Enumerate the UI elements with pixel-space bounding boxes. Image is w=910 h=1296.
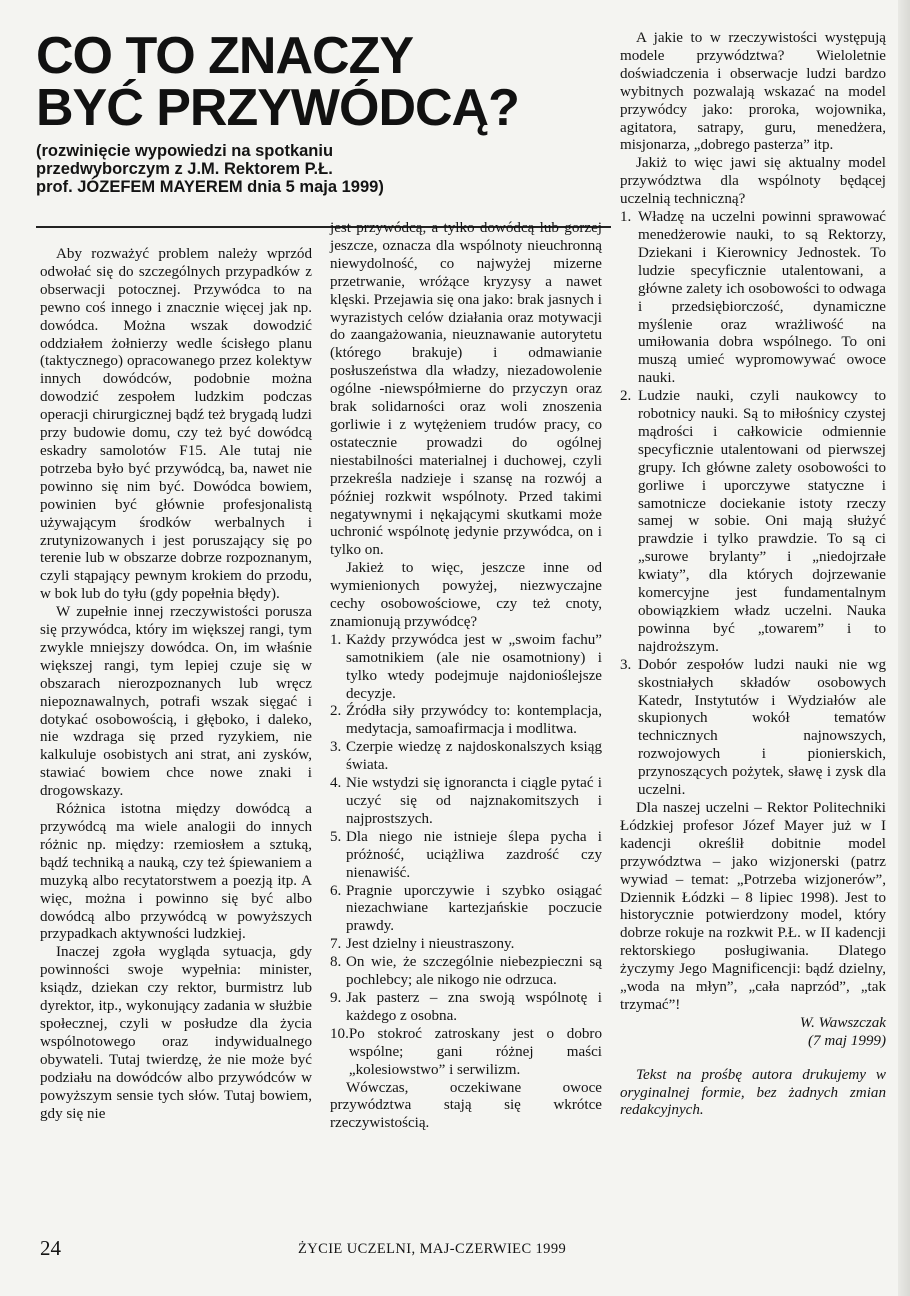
list-number: 9. [330, 989, 342, 1006]
list-text: Nie wstydzi się ignorancta i ciągle pytać i uczyć się od najznakomitszych i najprostszych. [346, 775, 602, 827]
list-number: 5. [330, 828, 342, 845]
list-text: Pragnie uporczywie i szybko osiągać niezachwiane kartezjańskie poczucie prawdy. [346, 882, 602, 935]
editor-note: Tekst na prośbę autora drukujemy w oryginalnej formie, bez żadnych zmian redakcyjnych. [620, 1066, 886, 1119]
subtitle-line-2: przedwyborczym z J.M. Rektorem P.Ł. [36, 160, 333, 178]
list-item [330, 775, 602, 829]
list-text: On wie, że szczególnie niebezpieczni są pochlebcy; ale nikogo nie odrzuca. [346, 954, 602, 989]
list-text: Źródła siły przywódcy to: kontemplacja, medytacja, samoafirmacja i modlitwa. [346, 703, 602, 738]
paragraph-question: Jakiż to więc jawi się aktualny model przywództwa dla wspólnoty będącej uczelnią techniczną? [620, 155, 886, 208]
list-item [330, 954, 602, 990]
list-item [620, 209, 886, 388]
author-signature: W. Wawszczak [799, 1014, 886, 1031]
list-number: 4. [330, 775, 342, 792]
list-number: 8. [330, 954, 342, 971]
list-number: 6. [330, 882, 342, 899]
paragraph: Różnica istotna między dowódcą a przywódcą ma wiele analogii do innych różnic np. między: rzemiosłem a sztuką, bądź techniką a nauką, czy też śpiewaniem a muzyką albo recytatorstwem a poezją itp. A więc, można i powinno się być albo dowódcą albo przywódcą w powyższych przypadkach aktywności ludzkiej. [40, 801, 312, 943]
subtitle [36, 142, 611, 196]
list-item [330, 1026, 602, 1080]
list-number: 3. [330, 739, 342, 756]
list-number: 7. [330, 936, 342, 953]
list-item [330, 990, 602, 1026]
column-3 [620, 30, 886, 1120]
page-footer [0, 1234, 898, 1264]
list-number: 10. [330, 1025, 349, 1042]
list-text: Władzę na uczelni powinni sprawować menedżerowie nauki, to są Rektorzy, Dziekani i Kierownicy Jednostek. To ludzie specyficznie utalentowani, a główne zalety ich osobowości to odwaga i przedsiębiorczość, dynamiczne myślenie oraz wrażliwość na umiłowania dobra wspólnego. To oni muszą umieć wypromowywać owoce nauki. [638, 209, 886, 387]
column-1 [40, 246, 312, 1123]
list-item [330, 739, 602, 775]
subtitle-line-1: (rozwinięcie wypowiedzi na spotkaniu [36, 142, 334, 160]
model-list [620, 209, 886, 800]
list-item [330, 703, 602, 739]
list-text: Dobór zespołów ludzi nauki nie wg skostniałych składów osobowych Katedr, Instytutów i Wydziałów ale skupionych wokół tematów technicznych najnowszych, rozwojowych i pionierskich, przynoszących pożytek, sławę i zysk dla uczelni. [638, 656, 886, 799]
paragraph-question: Jakież to więc, jeszcze inne od wymienionych powyżej, niezwyczajne cechy osobowościowe, czy też cnoty, znamionują przywódcę? [330, 560, 602, 630]
paragraph: Inaczej zgoła wygląda sytuacja, gdy powinności swoje wypełnia: minister, ksiądz, dziekan czy rektor, burmistrz lub dyrektor, itp., wykonujący zadania w służbie społecznej, czyli w posłudze dla życia wspólnotowego oraz indywidualnego obywateli. Tutaj twierdzę, że nie może być podziału na dowódców albo przywódców w powyższym sensie tych słów. Tutaj bowiem, gdy się nie [40, 944, 312, 1122]
journal-name: ŻYCIE UCZELNI, MAJ-CZERWIEC 1999 [298, 1241, 567, 1257]
paragraph: W zupełnie innej rzeczywistości porusza się przywódca, który im większej rangi, tym zwykle mniejszy dowódca. On, im właśnie większej rangi, tym lepiej czuje się w obszarach nierozpoznanych lub wręcz niepoznawalnych, potrafi wszak sięgać i dotykać osobowością, i głęboko, i daleko, nie wzdraga się przed ryzykiem, nie kalkuluje osobistych ani strat, ani zysków, stawiać bowiem chce nowe znaki i drogowskazy. [40, 604, 312, 800]
list-text: Każdy przywódca jest w „swoim fachu” samotnikiem (ale nie osamotniony) i tylko wtedy podejmuje najdonioślejsze decyzje. [346, 631, 602, 702]
list-number: 3. [620, 656, 632, 673]
list-item [330, 829, 602, 883]
paragraph: Aby rozważyć problem należy wprzód odwołać się do szczególnych przypadków z obserwacji potocznej. Przywódca to na pewno coś innego i znacznie więcej jak np. dowódca. Można wszak dowodzić oddziałem żołnierzy wedle ścisłego planu (taktycznego) opracowanego przez kolektyw innych dowódców, podobnie można dowodzić zespołem ludzkim podczas operacji chirurgicznej bądź też brygadą ludzi przy budowie domu, czy też być dowódcą eskadry samolotów F15. Ale tutaj nie potrzeba było być przywódcą, ba, nawet nie powinno się nim być. Dowódca bowiem, powinien być głównie profesjonalistą używającym środków werbalnych i zrutynizowanych i jest poruszający się po terenie lub w obszarze dobrze rozpoznanym, czyli stąpający pewnym krokiem do przodu, w bok lub do tyłu (gdy popełnia błędy). [40, 246, 312, 603]
list-item [620, 657, 886, 800]
list-text: Jest dzielny i nieustraszony. [346, 936, 515, 953]
list-text: Jak pasterz – zna swoją wspólnotę i każdego z osobna. [346, 989, 602, 1024]
page-edge-shadow [898, 0, 910, 1296]
list-item [330, 936, 602, 954]
list-number: 2. [330, 703, 342, 720]
column-2 [330, 220, 602, 1133]
article-header [36, 27, 611, 196]
subtitle-line-3: prof. JÓZEFEM MAYEREM dnia 5 maja 1999) [36, 178, 384, 196]
list-text: Po stokroć zatroskany jest o dobro wspólne; gani różnej maści „kolesiowstwo” i serwilizm. [348, 1025, 602, 1078]
list-number: 1. [330, 631, 342, 648]
list-text: Czerpie wiedzę z najdoskonalszych ksiąg świata. [346, 739, 602, 774]
list-item [620, 388, 886, 657]
page-number: 24 [40, 1236, 61, 1260]
list-item [330, 632, 602, 704]
traits-list [330, 632, 602, 1080]
headline-line-2: BYĆ PRZYWÓDCĄ? [36, 79, 519, 137]
paragraph-intro: A jakie to w rzeczywistości występują modele przywództwa? Wieloletnie doświadczenia i obserwacje ludzi bardzo wybitnych pozwalają wskazać na model przywódcy jako: proroka, wojownika, agitatora, satrapy, guru, menedżera, misjonarza, „dobrego pasterza” itp. [620, 30, 886, 154]
list-number: 1. [620, 209, 632, 226]
list-text: Ludzie nauki, czyli naukowcy to robotnicy nauki. Są to miłośnicy czystej mądrości i całkowicie odmiennie specyficznie utalentowani od pierwszej grupy. Ich główne zalety osobowości to gorliwe i uporczywe statyczne i samotnicze dociekanie istoty rzeczy samej w sobie. Oni mają służyć prawdzie i tylko prawdzie. To są ci „surowe brylanty” i „niedojrzałe kwiaty”, dla których dojrzewanie komercyjne jest fundamentalnym obowiązkiem władz uczelni. Nauka powinna być „towarem” i to najdroższym. [638, 388, 886, 655]
list-text: Dla niego nie istnieje ślepa pycha i próżność, uciążliwa zazdrość czy nienawiść. [346, 828, 602, 881]
paragraph-continued: jest przywódcą, a tylko dowódcą lub gorzej jeszcze, oznacza dla wspólnoty nieuchronną niewydolność, co najwyżej mizerne przetrwanie, wróżące kryzysy a nawet klęski. Przejawia się ona jako: brak jasnych i wyrazistych celów działania oraz motywacji do zaangażowania, nieuznawanie autorytetu (którego brakuje) i odmawianie posłuszeństwa dla władzy, niezadowolenie ogólne -niewspółmierne do przyczyn oraz brak solidarności oraz woli znoszenia gorliwie i z wytężeniem trudów pracy, co ostatecznie prowadzi do ogólnej niestabilności materialnej i duchowej, czyli przekreśla nadzieje i szansę na rozwój a później rozkwit wspólnoty. Przed takimi negatywnymi i nękającymi skutkami może uchronić wspólnotę jedynie przywódca, on i tylko on. [330, 220, 602, 559]
paragraph-final: Dla naszej uczelni – Rektor Politechniki Łódzkiej profesor Józef Mayer już w I kadencji określił dobitnie model przywództwa – jako wizjonerski (patrz wywiad – temat: „Potrzeba wizjonerów”, Dziennik Łódzki – 8 lipiec 1998). Jest to historycznie potwierdzony model, który dobrze rokuje na rozkwit P.Ł. w II kadencji rektorskiego posługiwania. Dlatego życzymy Jego Magnificencji: bądź dzielny, „woda na młyn”, „cała naprzód”, „tak trzymać”! [620, 799, 886, 1013]
signature-date: (7 maj 1999) [808, 1032, 886, 1049]
paragraph-closing: Wówczas, oczekiwane owoce przywództwa stają się wkrótce rzeczywistością. [330, 1079, 602, 1132]
list-number: 2. [620, 388, 632, 405]
list-item [330, 883, 602, 937]
headline-line-1: CO TO ZNACZY [36, 27, 414, 85]
